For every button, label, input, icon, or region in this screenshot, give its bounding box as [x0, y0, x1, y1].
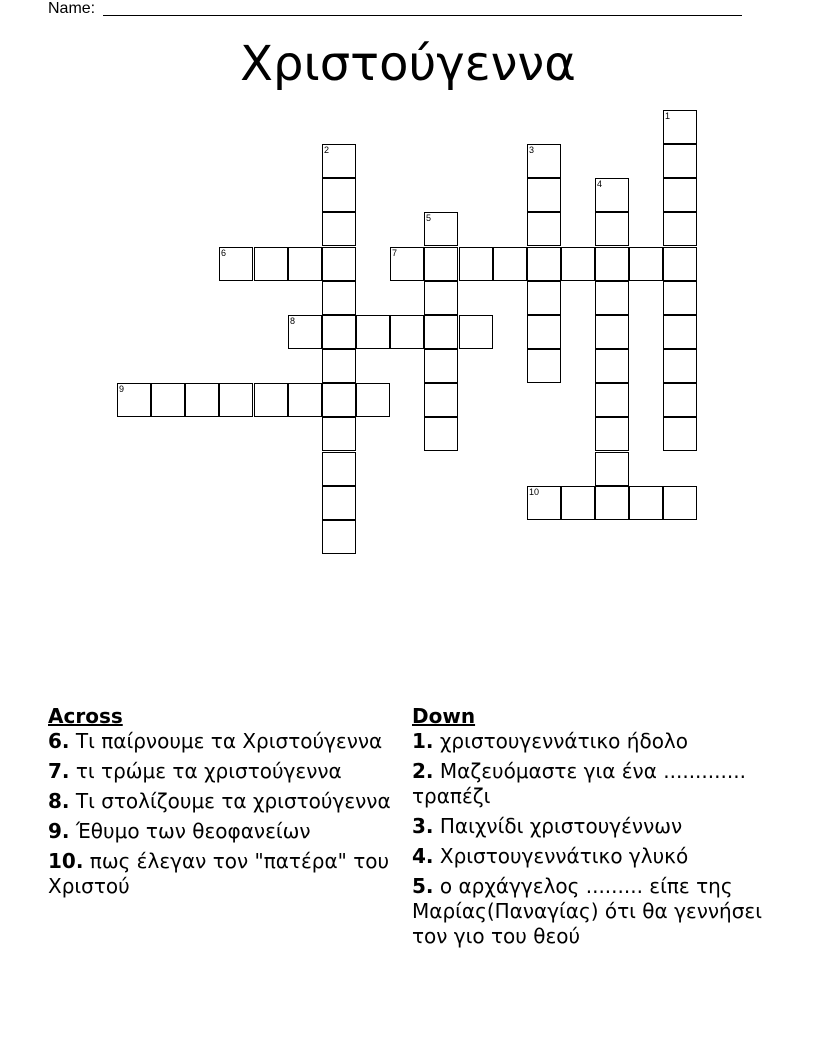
grid-cell-1[interactable]	[663, 110, 697, 144]
grid-cell[interactable]	[424, 247, 458, 281]
grid-cell-8[interactable]	[288, 315, 322, 349]
down-heading: Down	[412, 704, 476, 728]
grid-cell[interactable]	[595, 349, 629, 383]
grid-cell[interactable]	[595, 281, 629, 315]
grid-cell[interactable]	[185, 383, 219, 417]
clue-number: 7.	[48, 759, 70, 783]
clue-text: Χριστουγεννάτικο γλυκό	[439, 844, 689, 868]
grid-cell[interactable]	[151, 383, 185, 417]
grid-cell[interactable]	[322, 417, 356, 451]
grid-cell[interactable]	[527, 247, 561, 281]
grid-cell[interactable]	[595, 383, 629, 417]
grid-cell[interactable]	[663, 486, 697, 520]
page-title: Χριστούγεννα	[240, 36, 576, 92]
grid-cell[interactable]	[322, 247, 356, 281]
grid-cell-5[interactable]	[424, 212, 458, 246]
clue-number: 8.	[48, 789, 70, 813]
clue-across-6	[48, 729, 398, 754]
grid-cell[interactable]	[219, 383, 253, 417]
grid-cell[interactable]	[629, 247, 663, 281]
grid-cell[interactable]	[663, 417, 697, 451]
clue-across-8	[48, 789, 398, 814]
clue-text: Τι παίρνουμε τα Χριστούγεννα	[75, 729, 383, 753]
grid-cell[interactable]	[424, 315, 458, 349]
clue-text: ο αρχάγγελος ......... είπε της Μαρίας(Παναγίας) ότι θα γεννήσει τον γιο του θεού	[412, 874, 762, 948]
clue-number-label: 2	[324, 145, 330, 155]
grid-cell[interactable]	[663, 144, 697, 178]
clue-text: Μαζευόμαστε για ένα ............. τραπέζι	[412, 759, 746, 808]
grid-cell[interactable]	[493, 247, 527, 281]
grid-cell[interactable]	[595, 315, 629, 349]
grid-cell[interactable]	[424, 383, 458, 417]
clue-number-label: 8	[290, 316, 296, 326]
clue-number: 9.	[48, 819, 70, 843]
grid-cell[interactable]	[254, 383, 288, 417]
grid-cell-10[interactable]	[527, 486, 561, 520]
grid-cell[interactable]	[254, 247, 288, 281]
clue-number-label: 5	[426, 213, 432, 223]
grid-cell-7[interactable]	[390, 247, 424, 281]
clue-down-2	[412, 759, 782, 809]
across-clues	[48, 704, 398, 904]
grid-cell[interactable]	[322, 178, 356, 212]
clue-number: 2.	[412, 759, 434, 783]
grid-cell[interactable]	[424, 349, 458, 383]
clue-across-9	[48, 819, 398, 844]
clue-number: 3.	[412, 814, 434, 838]
grid-cell[interactable]	[663, 349, 697, 383]
grid-cell[interactable]	[527, 212, 561, 246]
grid-cell[interactable]	[288, 247, 322, 281]
grid-cell[interactable]	[527, 178, 561, 212]
grid-cell[interactable]	[390, 315, 424, 349]
grid-cell[interactable]	[322, 383, 356, 417]
grid-cell[interactable]	[459, 247, 493, 281]
clue-number: 10.	[48, 849, 84, 873]
clue-down-4	[412, 844, 782, 869]
grid-cell[interactable]	[595, 212, 629, 246]
grid-cell[interactable]	[527, 349, 561, 383]
name-underline	[103, 15, 742, 16]
grid-cell[interactable]	[356, 383, 390, 417]
clue-down-1	[412, 729, 782, 754]
grid-cell-2[interactable]	[322, 144, 356, 178]
grid-cell[interactable]	[424, 417, 458, 451]
grid-cell[interactable]	[663, 212, 697, 246]
name-label: Name:	[48, 0, 96, 17]
grid-cell[interactable]	[595, 417, 629, 451]
grid-cell[interactable]	[561, 247, 595, 281]
grid-cell-4[interactable]	[595, 178, 629, 212]
grid-cell[interactable]	[663, 178, 697, 212]
grid-cell-6[interactable]	[219, 247, 253, 281]
grid-cell[interactable]	[356, 315, 390, 349]
grid-cell[interactable]	[595, 486, 629, 520]
clue-text: Παιχνίδι χριστουγέννων	[439, 814, 683, 838]
grid-cell[interactable]	[561, 486, 595, 520]
clue-number-label: 6	[221, 248, 227, 258]
grid-cell[interactable]	[595, 247, 629, 281]
clue-number-label: 1	[665, 111, 671, 121]
clue-down-5	[412, 874, 782, 949]
grid-cell[interactable]	[629, 486, 663, 520]
clue-number-label: 9	[119, 384, 125, 394]
grid-cell[interactable]	[663, 383, 697, 417]
grid-cell[interactable]	[322, 452, 356, 486]
clue-text: Έθυμο των θεοφανείων	[75, 819, 311, 843]
clue-text: πως έλεγαν τον "πατέρα" του Χριστού	[48, 849, 390, 898]
grid-cell[interactable]	[288, 383, 322, 417]
across-heading: Across	[48, 704, 123, 728]
clue-across-7	[48, 759, 398, 784]
grid-cell[interactable]	[527, 281, 561, 315]
grid-cell-9[interactable]	[117, 383, 151, 417]
clue-text: χριστουγεννάτικο ήδολο	[439, 729, 688, 753]
clue-number-label: 3	[529, 145, 535, 155]
clue-number-label: 7	[392, 248, 398, 258]
grid-cell[interactable]	[663, 315, 697, 349]
grid-cell[interactable]	[595, 452, 629, 486]
grid-cell[interactable]	[322, 212, 356, 246]
grid-cell[interactable]	[424, 281, 458, 315]
grid-cell[interactable]	[322, 281, 356, 315]
clue-number: 6.	[48, 729, 70, 753]
grid-cell[interactable]	[322, 520, 356, 554]
grid-cell-3[interactable]	[527, 144, 561, 178]
clue-number: 1.	[412, 729, 434, 753]
grid-cell[interactable]	[322, 315, 356, 349]
clue-text: τι τρώμε τα χριστούγεννα	[75, 759, 342, 783]
name-field	[48, 0, 742, 18]
clue-number-label: 4	[597, 179, 603, 189]
grid-cell[interactable]	[663, 247, 697, 281]
clue-text: Τι στολίζουμε τα χριστούγεννα	[75, 789, 391, 813]
clue-down-3	[412, 814, 782, 839]
clue-number: 5.	[412, 874, 434, 898]
clue-across-10	[48, 849, 398, 899]
grid-cell[interactable]	[459, 315, 493, 349]
grid-cell[interactable]	[663, 281, 697, 315]
clue-number-label: 10	[529, 487, 540, 497]
grid-cell[interactable]	[322, 486, 356, 520]
down-clues	[412, 704, 782, 954]
grid-cell[interactable]	[527, 315, 561, 349]
clue-number: 4.	[412, 844, 434, 868]
grid-cell[interactable]	[322, 349, 356, 383]
